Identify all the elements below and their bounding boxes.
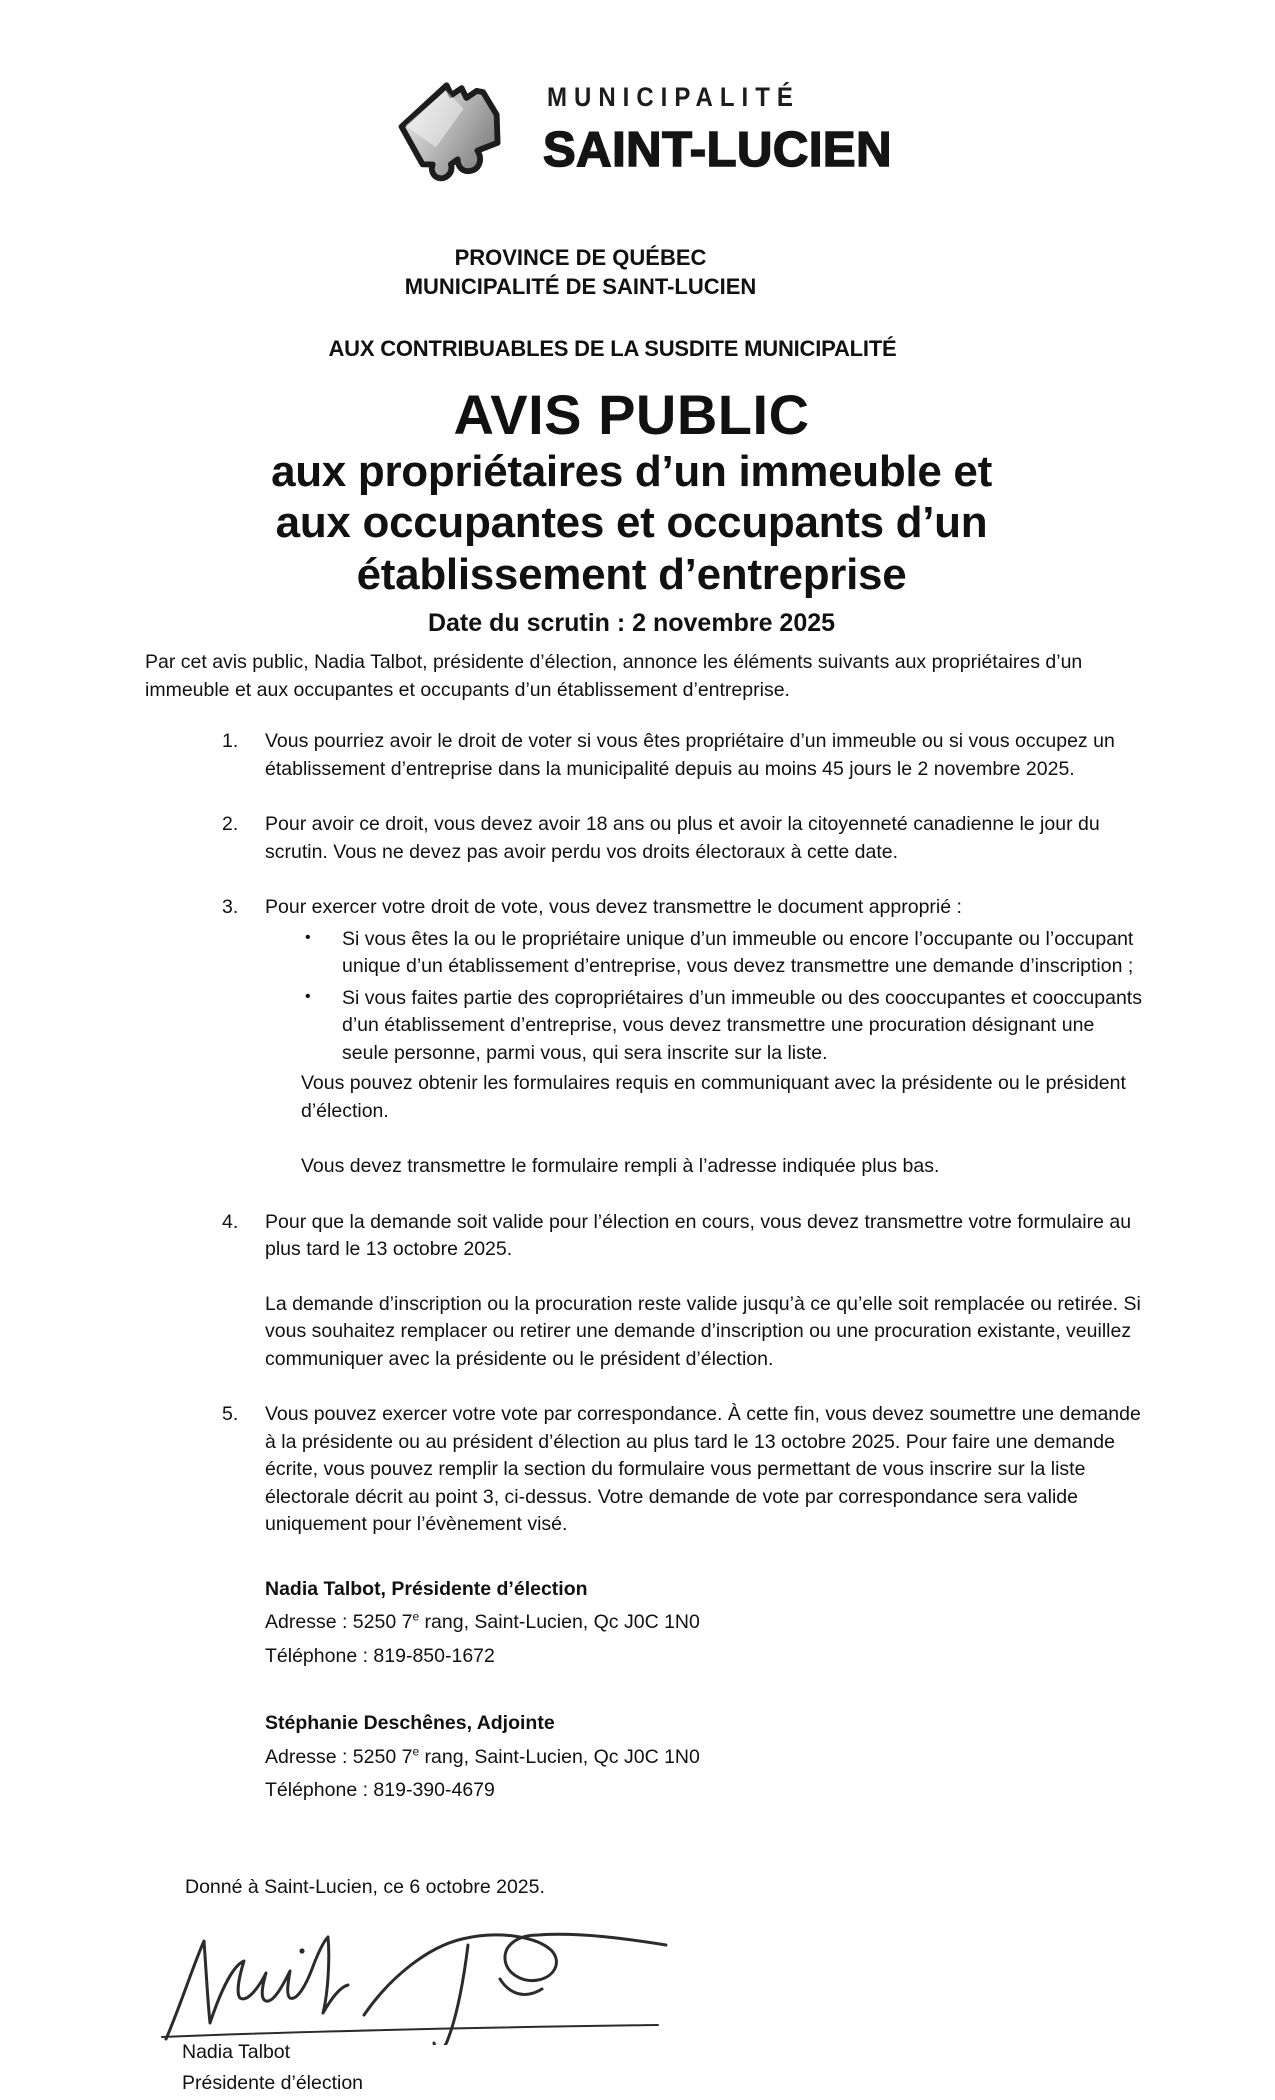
address-prefix: Adresse : 5250 7	[265, 1745, 413, 1768]
contact-address	[265, 1606, 1145, 1640]
notice-title-block	[0, 384, 1269, 641]
notice-subtitle-line2: aux occupantes et occupants d’un	[275, 498, 988, 548]
contact-phone: Téléphone : 819-850-1672	[265, 1644, 495, 1667]
item-number: 4.	[222, 1210, 239, 1233]
list-item	[222, 1401, 1145, 1538]
item-text-group	[265, 894, 1145, 1180]
signer-name: Nadia Talbot	[182, 2041, 291, 2064]
bullet-icon: •	[305, 928, 311, 946]
item-number: 1.	[222, 730, 239, 753]
logo-saint-lucien-text: SAINT-LUCIEN	[543, 123, 892, 178]
municipality-logo-wordmark	[543, 81, 892, 186]
signature-block	[150, 1907, 1275, 2100]
address-superscript: e	[412, 1609, 420, 1624]
header-province-line: PROVINCE DE QUÉBEC	[454, 245, 707, 270]
list-item	[222, 811, 1145, 866]
address-prefix: Adresse : 5250 7	[265, 1611, 413, 1634]
contact-phone: Téléphone : 819-390-4679	[265, 1779, 495, 1802]
item-text: Pour que la demande soit valide pour l’élection en cours, vous devez transmettre votre formulaire au plus tard le 13 octobre 2025.	[265, 1210, 1132, 1261]
given-at-line: Donné à Saint-Lucien, ce 6 octobre 2025.	[185, 1875, 545, 1898]
notice-subtitle-line1: aux propriétaires d’un immeuble et	[271, 446, 992, 496]
municipality-logo-icon	[383, 72, 521, 194]
contact-block-assistant	[265, 1707, 1145, 1808]
item-text: Vous pourriez avoir le droit de voter si vous êtes propriétaire d’un immeuble ou si vous occupez un établissement d’entreprise dans la municipalité depuis au moins 45 jours le 2 novembre 2025.	[265, 730, 1115, 780]
bullet-icon: •	[305, 987, 311, 1005]
list-item	[222, 894, 1145, 1180]
item-text-group	[265, 1209, 1145, 1373]
bullet-item	[305, 985, 1145, 1067]
contact-name: Nadia Talbot, Présidente d’élection	[265, 1577, 588, 1600]
contact-block-president	[265, 1573, 1145, 1674]
item-text: Pour avoir ce droit, vous devez avoir 18 ans ou plus et avoir la citoyenneté canadienne le jour du scrutin. Vous ne devez pas avoir perdu vos droits électoraux à cette date.	[265, 813, 1100, 863]
header-municipality-line: MUNICIPALITÉ DE SAINT-LUCIEN	[404, 273, 757, 299]
notice-subtitle-line3: établissement d’entreprise	[356, 549, 907, 599]
list-item	[222, 1209, 1145, 1373]
addressee-line: AUX CONTRIBUABLES DE LA SUSDITE MUNICIPALITÉ	[328, 336, 897, 362]
logo-municipalite-text: MUNICIPALITÉ	[547, 81, 800, 113]
address-suffix: rang, Saint-Lucien, Qc J0C 1N0	[419, 1611, 700, 1634]
election-date-line: Date du scrutin : 2 novembre 2025	[427, 609, 836, 638]
bullet-item	[305, 926, 1145, 981]
item-text: Vous pouvez exercer votre vote par correspondance. À cette fin, vous devez soumettre une demande à la présidente ou au président d’élection au plus tard le 13 octobre 2025. Pour faire une demande écrite, vous pouvez remplir la section du formulaire vous permettant de vous inscrire sur la liste électorale décrit au point 3, ci-dessus. Votre demande de vote par correspondance sera valide uniquement pour l’évènement visé.	[265, 1403, 1141, 1536]
bullet-text: Si vous êtes la ou le propriétaire unique d’un immeuble ou encore l’occupante ou l’occupant unique d’un établissement d’entreprise, vous devez transmettre une demande d’inscription ;	[342, 927, 1134, 978]
document-header	[0, 244, 1218, 301]
bullet-text: Si vous faites partie des copropriétaires d’un immeuble ou des cooccupantes et cooccupants d’un établissement d’entreprise, vous devez transmettre une procuration désignant une seule personne, parmi vous, qui sera inscrite sur la liste.	[342, 986, 1142, 1064]
item-number: 5.	[222, 1403, 239, 1426]
item-text: Pour exercer votre droit de vote, vous devez transmettre le document approprié :	[265, 896, 962, 919]
address-suffix: rang, Saint-Lucien, Qc J0C 1N0	[419, 1745, 700, 1768]
notice-item-list	[0, 728, 1275, 1538]
contact-address	[265, 1741, 1145, 1775]
municipality-logo	[0, 0, 1275, 194]
handwritten-signature-icon	[150, 1915, 710, 2045]
signer-title: Présidente d’élection	[182, 2072, 364, 2095]
notice-title: AVIS PUBLIC	[453, 383, 810, 447]
item-paragraph: La demande d’inscription ou la procuration reste valide jusqu’à ce qu’elle soit remplacée ou retirée. Si vous souhaitez remplacer ou retirer une demande d’inscription ou une procuration existante, veuillez communiquer avec la présidente ou le président d’élection.	[265, 1292, 1141, 1370]
list-item	[222, 728, 1145, 783]
intro-paragraph: Par cet avis public, Nadia Talbot, présidente d’élection, annonce les éléments suivants aux propriétaires d’un immeuble et aux occupantes et occupants d’un établissement d’entreprise.	[145, 651, 1083, 701]
contact-name: Stéphanie Deschênes, Adjointe	[265, 1712, 555, 1735]
address-superscript: e	[412, 1744, 420, 1759]
item-number: 3.	[222, 896, 239, 919]
item-note: Vous pouvez obtenir les formulaires requis en communiquant avec la présidente ou le président d’élection.	[301, 1072, 1126, 1122]
item-number: 2.	[222, 813, 239, 836]
item-note: Vous devez transmettre le formulaire rempli à l’adresse indiquée plus bas.	[301, 1155, 940, 1178]
